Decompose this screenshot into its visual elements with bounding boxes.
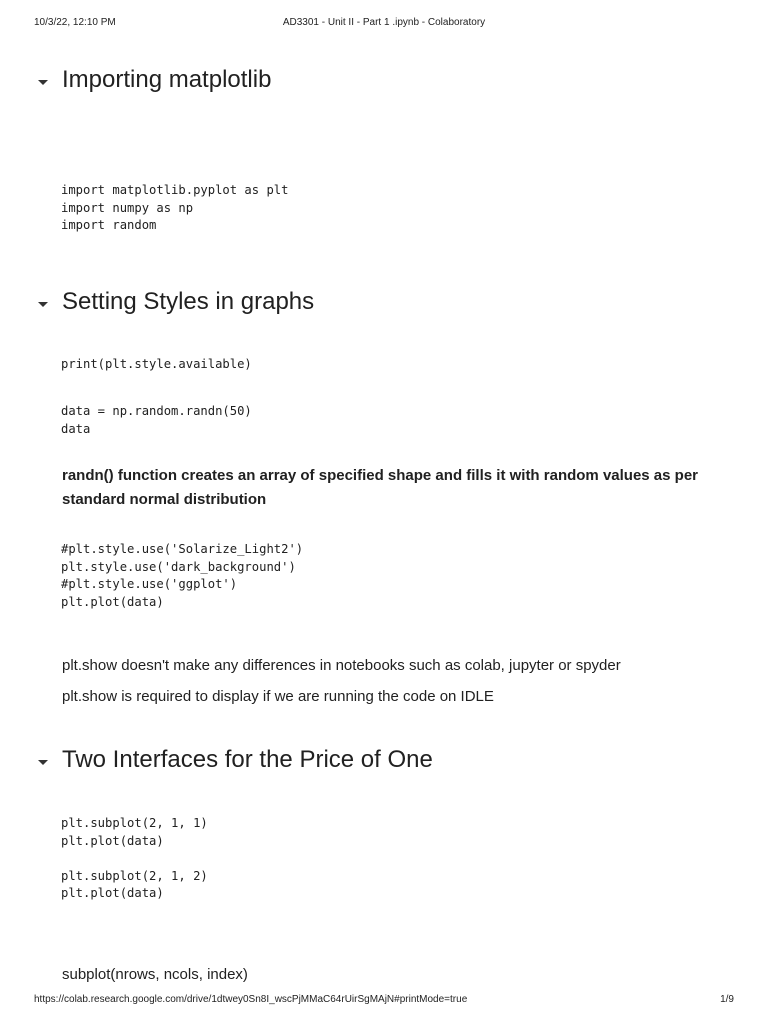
code-line (61, 850, 208, 868)
print-header (34, 17, 734, 31)
code-line: plt.plot(data) (61, 886, 164, 900)
section-heading-setting-styles (38, 286, 314, 318)
code-line: plt.subplot(2, 1, 2) (61, 868, 208, 883)
subplot-signature-note: subplot(nrows, ncols, index) (62, 966, 248, 983)
code-line: import numpy as np (61, 200, 194, 215)
code-line: import matplotlib.pyplot as plt (61, 183, 289, 197)
collapse-caret-icon[interactable] (38, 760, 48, 765)
code-cell-imports[interactable] (61, 182, 288, 235)
section-title: Importing matplotlib (62, 66, 272, 93)
collapse-caret-icon[interactable] (38, 302, 48, 307)
code-line: import random (61, 218, 157, 232)
section-title: Setting Styles in graphs (62, 288, 315, 315)
print-date: 10/3/22, 12:10 PM (34, 17, 116, 28)
code-line: plt.subplot(2, 1, 1) (61, 816, 208, 830)
code-cell-random-data[interactable] (61, 403, 252, 438)
code-line: data = np.random.randn(50) (61, 404, 252, 418)
section-heading-two-interfaces (38, 744, 433, 776)
randn-explanation: randn() function creates an array of specified shape and fills it with random values as per standard normal distribution (62, 467, 698, 508)
plt-show-note-notebooks: plt.show doesn't make any differences in notebooks such as colab, jupyter or spyder (62, 657, 621, 674)
page-number: 1/9 (720, 994, 734, 1005)
collapse-caret-icon[interactable] (38, 80, 48, 85)
code-line: plt.plot(data) (61, 833, 164, 848)
code-cell-subplots[interactable] (61, 815, 208, 903)
page-url: https://colab.research.google.com/drive/1dtwey0Sn8I_wscPjMMaC64rUirSgMAjN#printMode=true (34, 994, 468, 1005)
code-line: plt.plot(data) (61, 594, 164, 609)
code-cell-style-available[interactable] (61, 356, 252, 374)
print-footer (34, 994, 734, 1008)
section-heading-importing-matplotlib (38, 64, 271, 96)
code-cell-plot-style[interactable] (61, 541, 303, 611)
code-line: plt.style.use('dark_background') (61, 559, 296, 574)
code-line: data (61, 421, 91, 436)
code-line: #plt.style.use('Solarize_Light2') (61, 542, 304, 556)
plt-show-note-idle: plt.show is required to display if we are running the code on IDLE (62, 688, 494, 705)
document-title: AD3301 - Unit II - Part 1 .ipynb - Colaboratory (282, 17, 486, 28)
section-title: Two Interfaces for the Price of One (62, 746, 433, 773)
code-line: #plt.style.use('ggplot') (61, 577, 238, 591)
code-line: print(plt.style.available) (61, 357, 252, 371)
